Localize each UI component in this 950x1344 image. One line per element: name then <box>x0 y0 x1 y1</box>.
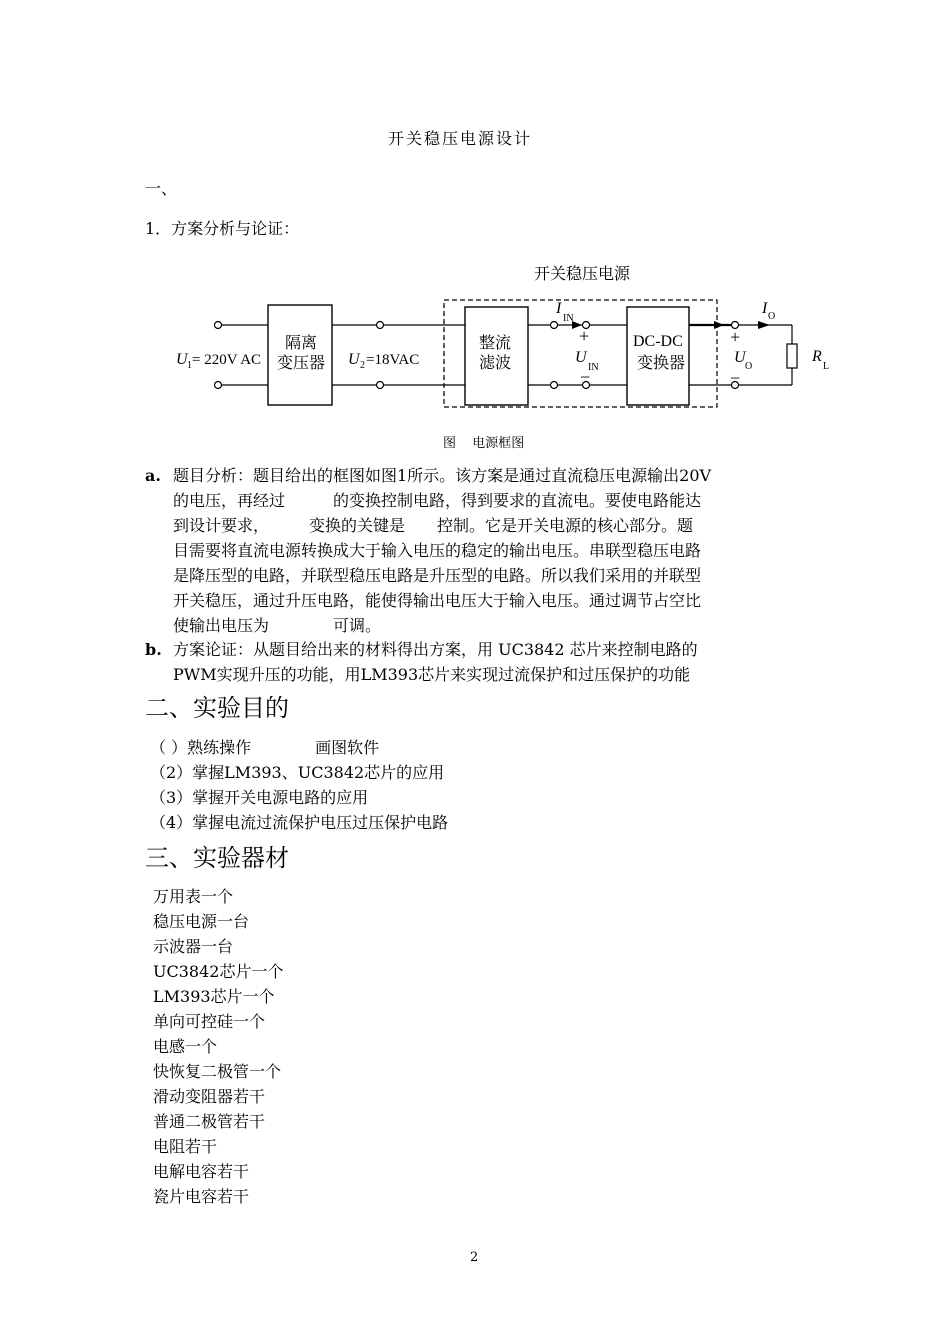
paragraph-b-label: b. <box>145 640 162 659</box>
paragraph-a-label: a. <box>145 466 161 485</box>
uo-plus: + <box>730 327 741 347</box>
diagram-group-label: 开关稳压电源 <box>534 266 631 283</box>
list-item: 电解电容若干 <box>153 1162 250 1181</box>
paragraph-a-line: 是降压型的电路，并联型稳压电路是升压型的电路。所以我们采用的并联型 <box>173 566 702 585</box>
iin-label: I <box>556 300 562 317</box>
u2-terminal-top <box>377 322 384 329</box>
io-arrow-2 <box>758 321 770 329</box>
dcdc-label-2: 变换器 <box>637 355 686 372</box>
uin-plus: + <box>579 326 590 346</box>
paragraph-b-line: 方案论证：从题目给出来的材料得出方案，用 UC3842 芯片来控制电路的 <box>173 640 698 659</box>
list-item: 普通二极管若干 <box>153 1112 266 1131</box>
paragraph-b <box>145 637 810 687</box>
rectifier-label-1: 整流 <box>479 335 512 352</box>
list-item: 稳压电源一台 <box>153 912 250 931</box>
io-arrow-1 <box>714 321 724 329</box>
paragraph-b-line: PWM实现升压的功能，用LM393芯片来实现过流保护和过压保护的功能 <box>173 665 691 684</box>
list-item: 电感一个 <box>153 1037 218 1056</box>
uin-label: U <box>575 349 587 366</box>
uo-sub: O <box>745 361 753 372</box>
u2-label: U <box>348 351 360 368</box>
u2-terminal-bottom <box>377 382 384 389</box>
rl-sub: L <box>823 361 830 372</box>
dcdc-label-1: DC-DC <box>633 333 683 350</box>
uin-terminal-a-top <box>551 322 558 329</box>
list-item: （ ）熟练操作 画图软件 <box>150 738 380 757</box>
uo-minus: − <box>730 368 741 388</box>
power-block-diagram <box>0 255 950 455</box>
list-item: 滑动变阻器若干 <box>153 1087 266 1106</box>
transformer-label-2: 变压器 <box>277 355 326 372</box>
list-item: LM393芯片一个 <box>153 987 275 1006</box>
io-sub: O <box>768 311 776 322</box>
list-item: UC3842芯片一个 <box>153 962 284 981</box>
page-number: 2 <box>470 1250 479 1265</box>
list-item: 瓷片电容若干 <box>153 1187 250 1206</box>
u1-sub: 1 <box>187 360 192 371</box>
equipment-list <box>153 884 283 1209</box>
section-2-list <box>150 735 448 835</box>
u1-value: = 220V AC <box>192 352 262 368</box>
io-label: I <box>762 300 768 317</box>
list-item: 电阻若干 <box>153 1137 218 1156</box>
section-1-heading: 1．方案分析与论证： <box>145 219 300 238</box>
list-item: 示波器一台 <box>153 937 234 956</box>
u1-label: U <box>176 351 188 368</box>
transformer-label-1: 隔离 <box>285 335 318 352</box>
uin-minus: − <box>580 367 591 387</box>
uo-label: U <box>734 349 746 366</box>
paragraph-a-line: 的电压，再经过 的变换控制电路，得到要求的直流电。要使电路能达 <box>173 491 702 510</box>
paragraph-a-line: 开关稳压，通过升压电路，能使得输出电压大于输入电压。通过调节占空比 <box>173 591 702 610</box>
section-3-heading: 三、实验器材 <box>145 844 289 872</box>
input-terminal-top <box>215 322 222 329</box>
list-item: （3）掌握开关电源电路的应用 <box>150 788 369 807</box>
list-item: 万用表一个 <box>153 887 234 906</box>
paragraph-a-line: 题目分析：题目给出的框图如图1所示。该方案是通过直流稳压电源输出20V <box>173 466 712 485</box>
u2-sub: 2 <box>360 360 365 371</box>
intro-heading: 一、 <box>145 179 178 198</box>
paragraph-a-line: 目需要将直流电源转换成大于输入电压的稳定的输出电压。串联型稳压电路 <box>173 541 702 560</box>
section-2-heading: 二、实验目的 <box>145 694 289 722</box>
rl-label: R <box>812 348 822 365</box>
list-item: （2）掌握LM393、UC3842芯片的应用 <box>150 763 445 782</box>
paragraph-a-line: 到设计要求， 变换的关键是 控制。它是开关电源的核心部分。题 <box>173 516 694 535</box>
page-title: 开关稳压电源设计 <box>388 129 533 148</box>
iin-sub: IN <box>563 313 574 324</box>
u2-value: =18VAC <box>366 352 420 368</box>
list-item: 快恢复二极管一个 <box>153 1062 282 1081</box>
uin-terminal-a-bottom <box>551 382 558 389</box>
input-terminal-bottom <box>215 382 222 389</box>
paragraph-a-line: 使输出电压为 可调。 <box>173 616 382 635</box>
list-item: 单向可控硅一个 <box>153 1012 266 1031</box>
uin-sub: IN <box>588 362 599 373</box>
rectifier-label-2: 滤波 <box>479 355 512 372</box>
diagram-caption: 图 电源框图 <box>443 435 525 450</box>
list-item: （4）掌握电流过流保护电压过压保护电路 <box>150 813 449 832</box>
load-resistor <box>787 344 797 368</box>
paragraph-a <box>145 463 810 638</box>
